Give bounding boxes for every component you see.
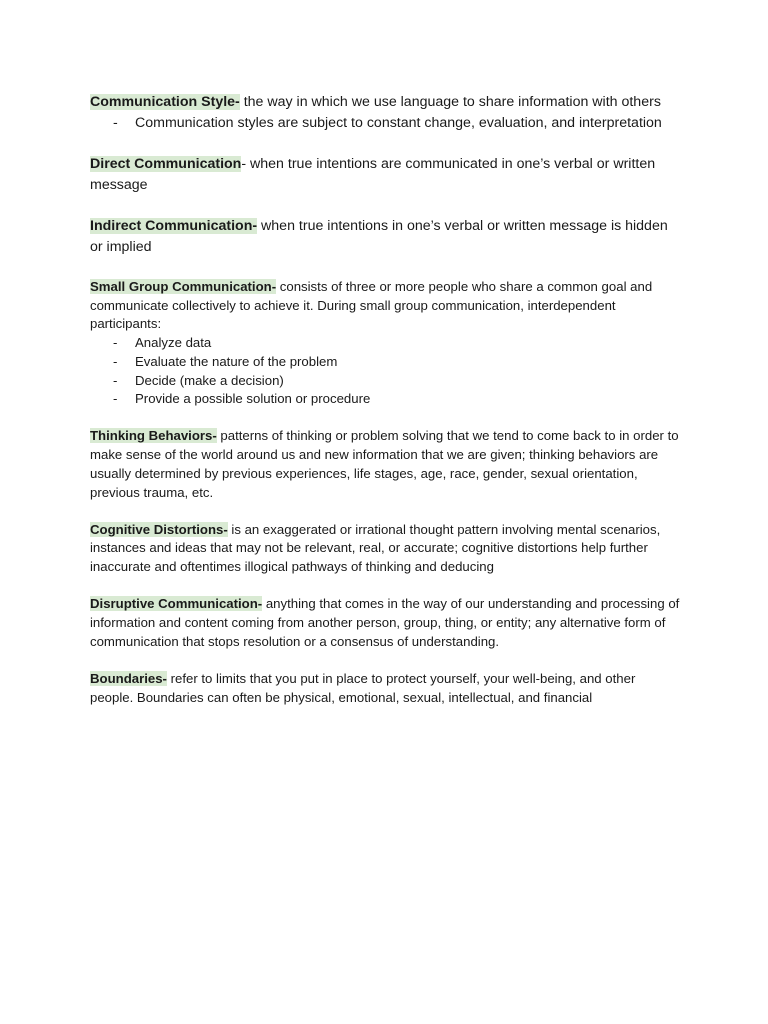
- definition-small-group-communication: consists of three or more people who share a common goal and communicate collectively to achieve it. During small group communication, interdependent participants:: [90, 279, 653, 332]
- list-item: [90, 372, 680, 391]
- term-communication-style: Communication Style-: [90, 94, 240, 110]
- bullet-dash: -: [113, 391, 118, 407]
- list-item: [90, 390, 680, 409]
- term-cognitive-distortions: Cognitive Distortions-: [90, 521, 228, 537]
- definition-paragraph: [90, 92, 680, 113]
- bullet-list: [90, 113, 680, 134]
- list-item-text: Evaluate the nature of the problem: [135, 353, 338, 369]
- list-item: [90, 334, 680, 353]
- definition-paragraph: [90, 670, 680, 707]
- entry-disruptive-communication: [90, 595, 680, 651]
- definition-paragraph: [90, 521, 680, 577]
- entry-communication-style: [90, 92, 680, 133]
- entry-indirect-communication: [90, 216, 680, 257]
- entry-boundaries: [90, 670, 680, 707]
- bullet-dash: -: [113, 353, 118, 369]
- entry-small-group-communication: [90, 278, 680, 409]
- term-direct-communication: Direct Communication: [90, 156, 242, 172]
- definition-direct-communication: - when true intentions are communicated in one’s verbal or written message: [90, 156, 656, 193]
- bullet-dash: -: [113, 114, 118, 131]
- bullet-list: [90, 334, 680, 409]
- definition-paragraph: [90, 278, 680, 334]
- definition-communication-style: the way in which we use language to share information with others: [239, 94, 661, 110]
- definition-boundaries: refer to limits that you put in place to protect yourself, your well-being, and other people. Boundaries can often be physical, emotional, sexual, intellectual, and financial: [90, 670, 636, 705]
- definition-indirect-communication: when true intentions in one’s verbal or written message is hidden or implied: [90, 218, 668, 255]
- definition-disruptive-communication: anything that comes in the way of our understanding and processing of information and content coming from another person, group, thing, or entity; any alternative form of communication that stops resolution or a consensus of understanding.: [90, 596, 680, 649]
- list-item-text: Analyze data: [135, 335, 212, 351]
- bullet-dash: -: [113, 335, 118, 351]
- definition-cognitive-distortions: is an exaggerated or irrational thought pattern involving mental scenarios, instances and ideas that may not be relevant, real, or accurate; cognitive distortions help further inaccurate and oftentimes illogical pathways of thinking and deducing: [90, 521, 661, 575]
- list-item: [90, 113, 680, 134]
- definition-thinking-behaviors: patterns of thinking or problem solving that we tend to come back to in order to make sense of the world around us and new information that we are given; thinking behaviors are usually determined by previous experiences, life stages, age, race, gender, sexual orientation, previous trauma, etc.: [90, 428, 679, 500]
- document-page: [90, 92, 680, 707]
- list-item-text: Communication styles are subject to constant change, evaluation, and interpretation: [135, 114, 662, 131]
- term-indirect-communication: Indirect Communication-: [90, 218, 258, 234]
- term-thinking-behaviors: Thinking Behaviors-: [90, 428, 217, 444]
- list-item-text: Provide a possible solution or procedure: [135, 391, 371, 407]
- definition-paragraph: [90, 427, 680, 502]
- definition-paragraph: [90, 216, 680, 257]
- term-boundaries: Boundaries-: [90, 670, 167, 686]
- term-disruptive-communication: Disruptive Communication-: [90, 596, 263, 612]
- entry-cognitive-distortions: [90, 521, 680, 577]
- bullet-dash: -: [113, 372, 118, 388]
- definition-paragraph: [90, 595, 680, 651]
- list-item-text: Decide (make a decision): [135, 372, 284, 388]
- term-small-group-communication: Small Group Communication-: [90, 279, 277, 294]
- entry-thinking-behaviors: [90, 427, 680, 502]
- list-item: [90, 353, 680, 372]
- entry-direct-communication: [90, 154, 680, 195]
- definition-paragraph: [90, 154, 680, 195]
